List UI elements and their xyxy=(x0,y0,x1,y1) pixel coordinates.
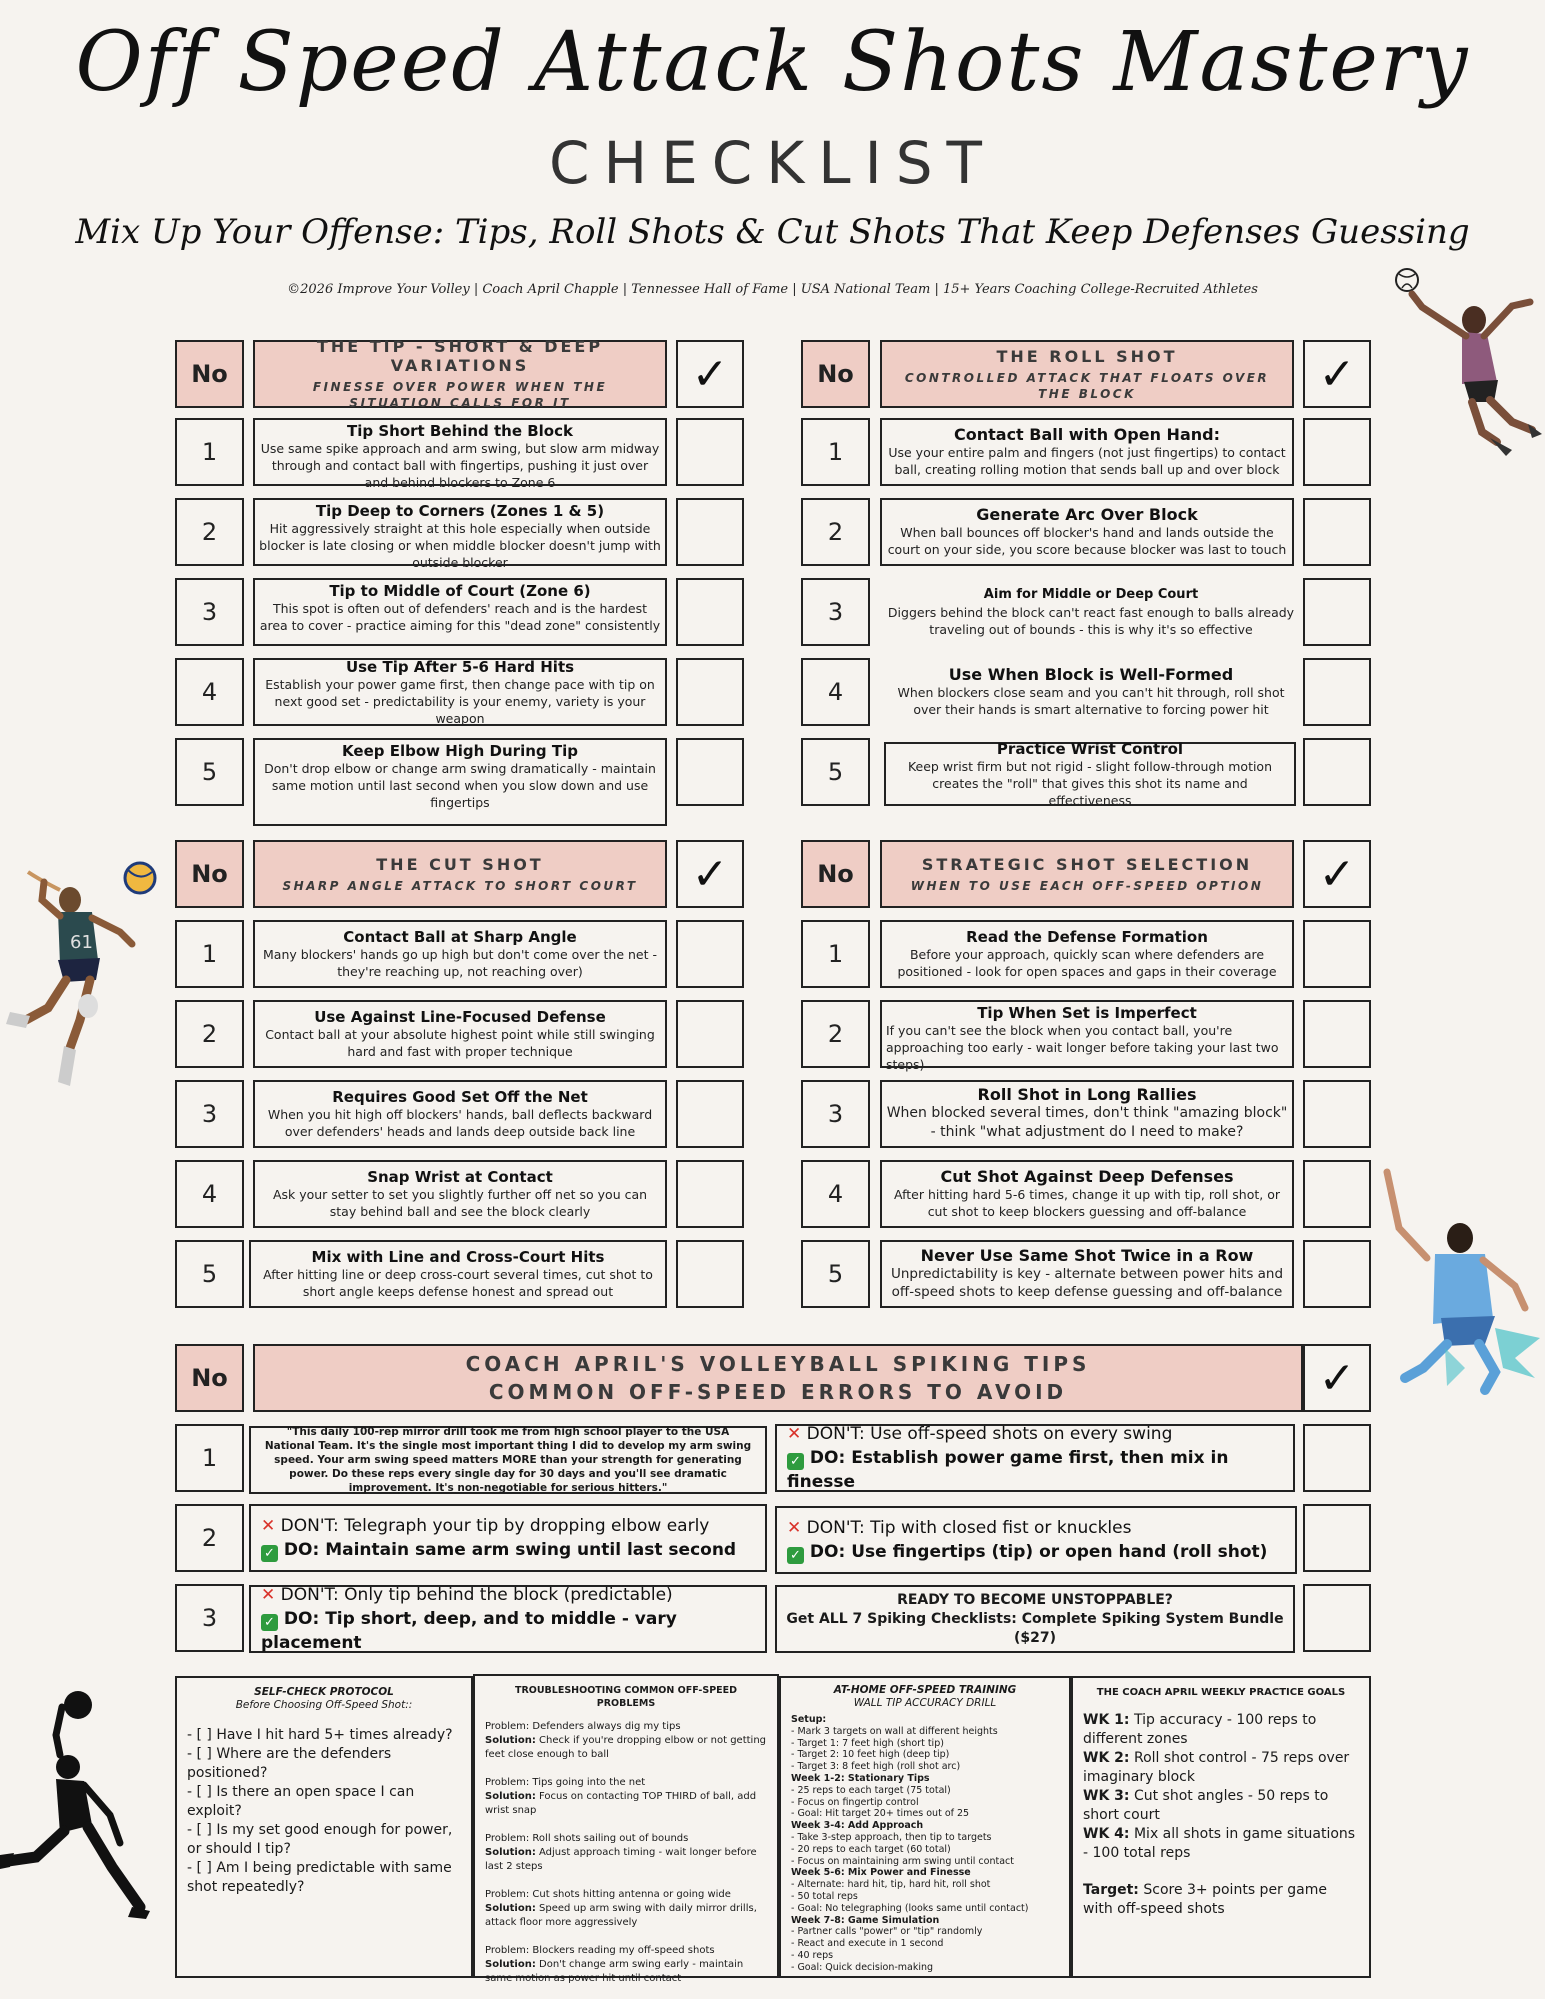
strategic-item-checkbox[interactable] xyxy=(1303,1160,1371,1228)
cut-section-subtitle: SHARP ANGLE ATTACK TO SHORT COURT xyxy=(282,878,638,893)
at-home-subtitle: WALL TIP ACCURACY DRILL xyxy=(853,1697,997,1709)
check-icon: ✓ xyxy=(261,1614,278,1631)
coach-quote: "This daily 100-rep mirror drill took me from high school player to the USA National Team. It's the single most important thing I did to develop my arm swing speed. Your arm swing speed matters MORE than your strength for generating power. Do these reps every single day for 30 days and you'll see dramatic improvement. It's non-negotiable for serious hitters." xyxy=(249,1426,767,1494)
strategic-item xyxy=(880,1000,1294,1072)
roll-item-number: 3 xyxy=(801,578,870,646)
coach-row-number: 3 xyxy=(175,1584,244,1652)
troubleshooting-item: Problem: Tips going into the net Solution: Focus on contacting TOP THIRD of ball, add wrist snap xyxy=(485,1777,757,1816)
troubleshooting-panel xyxy=(473,1674,779,1984)
roll-item-checkbox[interactable] xyxy=(1303,418,1371,486)
page-subtitle: Mix Up Your Offense: Tips, Roll Shots & Cut Shots That Keep Defenses Guessing xyxy=(75,212,1470,252)
page-title: Off Speed Attack Shots Mastery xyxy=(75,15,1470,110)
tip-item-title: Tip to Middle of Court (Zone 6) xyxy=(329,582,591,600)
tip-item-title: Tip Deep to Corners (Zones 1 & 5) xyxy=(315,502,605,520)
tip-item xyxy=(253,658,667,726)
roll-item xyxy=(880,576,1302,648)
strategic-section-subtitle: WHEN TO USE EACH OFF-SPEED OPTION xyxy=(910,878,1264,893)
cut-item-checkbox[interactable] xyxy=(676,920,744,988)
strategic-item-desc: Before your approach, quickly scan where defenders are positioned - look for open spaces and gaps in their coverage xyxy=(897,947,1277,979)
cut-item xyxy=(249,1240,667,1308)
strategic-item-number: 1 xyxy=(801,920,870,988)
tip-item-number: 5 xyxy=(175,738,244,806)
strategic-item-number: 2 xyxy=(801,1000,870,1068)
tip-item-number: 2 xyxy=(175,498,244,566)
cut-section-header xyxy=(253,840,667,908)
at-home-week-heading: Week 7-8: Game Simulation xyxy=(791,1914,940,1926)
roll-item-checkbox[interactable] xyxy=(1303,578,1371,646)
at-home-week-heading: Week 3-4: Add Approach xyxy=(791,1820,924,1832)
coach-row-checkbox[interactable] xyxy=(1303,1504,1371,1572)
cut-item-checkbox[interactable] xyxy=(676,1000,744,1068)
roll-item-desc: Use your entire palm and fingers (not just fingertips) to contact ball, creating rolling motion that sends ball up and over block xyxy=(888,445,1286,477)
troubleshooting-item: Problem: Blockers reading my off-speed shots Solution: Don't change arm swing early - maintain same motion as power hit until contact xyxy=(485,1945,744,1984)
check-icon: ✓ xyxy=(787,1453,804,1470)
cut-item-desc: After hitting line or deep cross-court several times, cut shot to short angle keeps defense honest and spread out xyxy=(263,1267,653,1299)
troubleshooting-item: Problem: Roll shots sailing out of bounds Solution: Adjust approach timing - wait longer before last 2 steps xyxy=(485,1833,757,1872)
x-icon: ✕ xyxy=(787,1518,802,1538)
at-home-step: - Alternate: hard hit, tip, hard hit, roll shot xyxy=(791,1879,991,1891)
tip-item-checkbox[interactable] xyxy=(676,418,744,486)
cut-item-number: 2 xyxy=(175,1000,244,1068)
cut-item-title: Snap Wrist at Contact xyxy=(367,1168,553,1186)
checklist-heading: CHECKLIST xyxy=(549,129,996,197)
cut-item-desc: Contact ball at your absolute highest point while still swinging hard and fast with proper technique xyxy=(265,1027,655,1059)
roll-item-desc: Keep wrist firm but not rigid - slight follow-through motion creates the "roll" that gives this shot its name and effectiveness xyxy=(907,758,1273,808)
at-home-training-panel xyxy=(779,1676,1071,1978)
self-check-subtitle: Before Choosing Off-Speed Shot:: xyxy=(235,1699,413,1711)
strategic-item xyxy=(880,1240,1294,1308)
strategic-item xyxy=(880,1160,1294,1228)
at-home-step: - Partner calls "power" or "tip" randomly xyxy=(791,1926,983,1938)
strategic-item-title: Roll Shot in Long Rallies xyxy=(977,1085,1197,1104)
at-home-lines xyxy=(791,1714,1059,1974)
cut-item xyxy=(253,1000,667,1068)
cut-item xyxy=(253,920,667,988)
cut-item xyxy=(253,1160,667,1228)
roll-section-title: THE ROLL SHOT xyxy=(996,346,1178,366)
check-icon: ✓ xyxy=(261,1545,278,1562)
cut-item-title: Contact Ball at Sharp Angle xyxy=(343,928,577,946)
strategic-item-desc: If you can't see the block when you contact ball, you're approaching too early - wait longer before taking your last two steps) xyxy=(886,1023,1279,1072)
at-home-step: - Target 2: 10 feet high (deep tip) xyxy=(791,1749,950,1761)
strategic-item-title: Cut Shot Against Deep Defenses xyxy=(940,1167,1234,1186)
roll-check-header: ✓ xyxy=(1303,340,1371,408)
tip-item xyxy=(253,578,667,646)
roll-section-header xyxy=(880,340,1294,408)
tip-item-desc: This spot is often out of defenders' reach and is the hardest area to cover - practice aiming for this "dead zone" consistently xyxy=(259,601,661,633)
cut-item-number: 1 xyxy=(175,920,244,988)
strategic-item-number: 3 xyxy=(801,1080,870,1148)
roll-no-header: No xyxy=(801,340,870,408)
bundle-promo[interactable] xyxy=(775,1585,1295,1653)
cut-item-checkbox[interactable] xyxy=(676,1240,744,1308)
self-check-item[interactable]: - [ ] Am I being predictable with same shot repeatedly? xyxy=(187,1860,452,1895)
coach-row-checkbox[interactable] xyxy=(1303,1424,1371,1492)
strategic-no-header: No xyxy=(801,840,870,908)
do-text: DO: Maintain same arm swing until last second xyxy=(283,1540,737,1560)
cut-item-number: 3 xyxy=(175,1080,244,1148)
roll-item-desc: Diggers behind the block can't react fast enough to balls already traveling out of bounds - this is why it's so effective xyxy=(887,605,1295,637)
self-check-panel xyxy=(175,1676,473,1978)
coach-row-number: 2 xyxy=(175,1504,244,1572)
do-text: DO: Use fingertips (tip) or open hand (roll shot) xyxy=(809,1542,1268,1562)
cut-item-number: 4 xyxy=(175,1160,244,1228)
roll-item-number: 2 xyxy=(801,498,870,566)
promo-offer: Get ALL 7 Spiking Checklists: Complete Spiking System Bundle ($27) xyxy=(786,1610,1284,1646)
cut-item-desc: Many blockers' hands go up high but don't come over the net - they're reaching up, not reaching over) xyxy=(263,947,657,979)
roll-item xyxy=(880,656,1302,728)
roll-item-checkbox[interactable] xyxy=(1303,738,1371,806)
check-icon: ✓ xyxy=(787,1547,804,1564)
strategic-item-number: 5 xyxy=(801,1240,870,1308)
weekly-goal-item: WK 4: Mix all shots in game situations - 100 total reps xyxy=(1083,1826,1356,1861)
cut-item-checkbox[interactable] xyxy=(676,1080,744,1148)
roll-item xyxy=(880,418,1294,486)
coach-error-tip xyxy=(775,1506,1297,1574)
coach-error-tip xyxy=(775,1424,1295,1492)
tip-item-number: 4 xyxy=(175,658,244,726)
at-home-step: - Goal: No telegraphing (looks same until contact) xyxy=(791,1902,1029,1914)
roll-item-title: Use When Block is Well-Formed xyxy=(948,665,1234,684)
roll-item-title: Aim for Middle or Deep Court xyxy=(983,587,1199,602)
tip-item xyxy=(253,418,667,490)
roll-section-subtitle: CONTROLLED ATTACK THAT FLOATS OVER THE BLOCK xyxy=(904,370,1270,401)
volleyball-player-left-illustration xyxy=(0,860,170,1090)
strategic-item xyxy=(880,1080,1294,1148)
weekly-goal-item: WK 1: Tip accuracy - 100 reps to different zones xyxy=(1083,1712,1317,1747)
strategic-item-checkbox[interactable] xyxy=(1303,1000,1371,1068)
cut-item-title: Requires Good Set Off the Net xyxy=(332,1088,588,1106)
strategic-item-title: Never Use Same Shot Twice in a Row xyxy=(920,1246,1254,1265)
roll-item-title: Contact Ball with Open Hand: xyxy=(954,425,1220,444)
at-home-week-heading: Week 1-2: Stationary Tips xyxy=(791,1772,930,1784)
cut-item-title: Use Against Line-Focused Defense xyxy=(314,1008,606,1026)
roll-item-number: 1 xyxy=(801,418,870,486)
tip-item-checkbox[interactable] xyxy=(676,738,744,806)
cut-no-header: No xyxy=(175,840,244,908)
roll-item xyxy=(880,498,1294,566)
strategic-section-header xyxy=(880,840,1294,908)
dont-text: DON'T: Tip with closed fist or knuckles xyxy=(806,1518,1132,1538)
coach-row-checkbox[interactable] xyxy=(1303,1584,1371,1652)
strategic-section-title: STRATEGIC SHOT SELECTION xyxy=(921,854,1253,874)
tip-section-title: THE TIP - SHORT & DEEP VARIATIONS xyxy=(316,337,604,375)
at-home-step: - Target 3: 8 feet high (roll shot arc) xyxy=(791,1761,961,1773)
at-home-step: - Goal: Hit target 20+ times out of 25 xyxy=(791,1808,970,1820)
tip-item-title: Tip Short Behind the Block xyxy=(347,422,573,440)
svg-text:61: 61 xyxy=(70,932,93,953)
x-icon: ✕ xyxy=(261,1585,276,1605)
tip-item xyxy=(253,738,667,826)
strategic-item-number: 4 xyxy=(801,1160,870,1228)
at-home-step: - Mark 3 targets on wall at different heights xyxy=(791,1725,998,1737)
coach-error-tip xyxy=(249,1585,767,1653)
weekly-goals-panel xyxy=(1071,1676,1371,1978)
cut-item-checkbox[interactable] xyxy=(676,1160,744,1228)
volleyball-player-top-right-illustration xyxy=(1362,262,1542,467)
dont-text: DON'T: Telegraph your tip by dropping elbow early xyxy=(280,1516,710,1536)
strategic-item-desc: Unpredictability is key - alternate between power hits and off-speed shots to keep defense guessing and off-balance xyxy=(890,1266,1284,1300)
volleyball-player-right-mid-illustration xyxy=(1375,1168,1545,1393)
volleyball-player-silhouette-illustration xyxy=(0,1685,150,1920)
tip-item xyxy=(253,498,667,570)
roll-item-checkbox[interactable] xyxy=(1303,658,1371,726)
dont-text: DON'T: Use off-speed shots on every swing xyxy=(806,1424,1173,1444)
roll-item-checkbox[interactable] xyxy=(1303,498,1371,566)
troubleshooting-title: TROUBLESHOOTING COMMON OFF-SPEED PROBLEMS xyxy=(514,1685,738,1709)
roll-item-desc: When ball bounces off blocker's hand and lands outside the court on your side, you score because blocker was last to touch xyxy=(887,525,1287,557)
coach-error-tip xyxy=(249,1504,767,1572)
strategic-item-checkbox[interactable] xyxy=(1303,920,1371,988)
coach-tips-header xyxy=(253,1344,1303,1412)
troubleshooting-item: Problem: Defenders always dig my tips Solution: Check if you're dropping elbow or not getting feet close enough to ball xyxy=(485,1721,766,1760)
promo-headline: READY TO BECOME UNSTOPPABLE? xyxy=(897,1591,1173,1608)
troubleshooting-item: Problem: Cut shots hitting antenna or going wide Solution: Speed up arm swing with daily mirror drills, attack floor more aggressively xyxy=(485,1889,757,1928)
at-home-step: - Goal: Quick decision-making xyxy=(791,1961,934,1973)
weekly-goal-item: WK 2: Roll shot control - 75 reps over imaginary block xyxy=(1083,1750,1350,1785)
coach-tips-subtitle: COMMON OFF-SPEED ERRORS TO AVOID xyxy=(488,1380,1068,1404)
strategic-item-checkbox[interactable] xyxy=(1303,1080,1371,1148)
at-home-title: AT-HOME OFF-SPEED TRAINING xyxy=(833,1684,1017,1696)
tip-item-number: 1 xyxy=(175,418,244,486)
coach-check-header: ✓ xyxy=(1303,1344,1371,1412)
dont-text: DON'T: Only tip behind the block (predictable) xyxy=(280,1585,673,1605)
credits-line: ©2026 Improve Your Volley | Coach April Chapple | Tennessee Hall of Fame | USA National Team | 15+ Years Coaching College-Recruited Athletes xyxy=(287,282,1258,297)
strategic-item-title: Tip When Set is Imperfect xyxy=(977,1004,1197,1022)
strategic-item-desc: After hitting hard 5-6 times, change it up with tip, roll shot, or cut shot to keep blockers guessing and off-balance xyxy=(893,1187,1281,1219)
strategic-item-checkbox[interactable] xyxy=(1303,1240,1371,1308)
cut-section-title: THE CUT SHOT xyxy=(376,854,544,874)
x-icon: ✕ xyxy=(261,1516,276,1536)
strategic-item xyxy=(880,920,1294,988)
roll-item-number: 5 xyxy=(801,738,870,806)
cut-check-header: ✓ xyxy=(676,840,744,908)
tip-check-header: ✓ xyxy=(676,340,744,408)
strategic-item-desc: When blocked several times, don't think "amazing block" - think "what adjustment do I need to make? xyxy=(886,1105,1288,1140)
tip-section-header xyxy=(253,337,667,410)
weekly-goal-item: WK 3: Cut shot angles - 50 reps to short court xyxy=(1083,1788,1329,1823)
coach-no-header: No xyxy=(175,1344,244,1412)
cut-item xyxy=(253,1080,667,1148)
tip-item-number: 3 xyxy=(175,578,244,646)
at-home-week-heading: Setup: xyxy=(791,1714,827,1725)
at-home-step: - Focus on maintaining arm swing until contact xyxy=(791,1855,1014,1867)
tip-item-desc: Don't drop elbow or change arm swing dramatically - maintain same motion until last second when you slow down and use fingertips xyxy=(264,761,656,810)
tip-section-subtitle: FINESSE OVER POWER WHEN THE SITUATION CALLS FOR IT xyxy=(312,380,608,410)
cut-item-title: Mix with Line and Cross-Court Hits xyxy=(311,1248,605,1266)
coach-row-number: 1 xyxy=(175,1424,244,1492)
tip-item-checkbox[interactable] xyxy=(676,578,744,646)
self-check-item[interactable]: - [ ] Have I hit hard 5+ times already? xyxy=(187,1727,453,1743)
tip-item-checkbox[interactable] xyxy=(676,498,744,566)
tip-item-title: Use Tip After 5-6 Hard Hits xyxy=(345,657,575,676)
tip-item-checkbox[interactable] xyxy=(676,658,744,726)
coach-tips-title: COACH APRIL'S VOLLEYBALL SPIKING TIPS xyxy=(465,1352,1091,1376)
tip-item-desc: Hit aggressively straight at this hole especially when outside blocker is late closing or when middle blocker doesn't jump with outside blocker xyxy=(259,521,661,570)
strategic-item-title: Read the Defense Formation xyxy=(966,928,1208,946)
roll-item-title: Generate Arc Over Block xyxy=(976,505,1198,524)
at-home-step: - React and execute in 1 second xyxy=(791,1938,944,1950)
cut-item-desc: When you hit high off blockers' hands, ball deflects backward over defenders' heads and lands deep outside back line xyxy=(267,1107,653,1139)
tip-no-header: No xyxy=(175,340,244,408)
at-home-step: - Focus on fingertip control xyxy=(791,1796,919,1808)
x-icon: ✕ xyxy=(787,1424,802,1444)
strategic-check-header: ✓ xyxy=(1303,840,1371,908)
self-check-title: SELF-CHECK PROTOCOL xyxy=(254,1686,394,1698)
self-check-item[interactable]: - [ ] Is my set good enough for power, or should I tip? xyxy=(187,1822,453,1857)
weekly-goals-title: THE COACH APRIL WEEKLY PRACTICE GOALS xyxy=(1096,1687,1346,1698)
at-home-step: - 25 reps to each target (75 total) xyxy=(791,1784,951,1796)
self-check-item[interactable]: - [ ] Where are the defenders positioned? xyxy=(187,1746,392,1781)
at-home-step: - 20 reps to each target (60 total) xyxy=(791,1843,951,1855)
self-check-item[interactable]: - [ ] Is there an open space I can exploit? xyxy=(187,1784,415,1819)
do-text: DO: Tip short, deep, and to middle - vary placement xyxy=(261,1609,677,1653)
at-home-step: - 50 total reps xyxy=(791,1890,858,1902)
tip-item-desc: Use same spike approach and arm swing, but slow arm midway through and contact ball with fingertips, pushing it just over and behind blockers to Zone 6 xyxy=(260,441,660,490)
roll-item xyxy=(884,739,1296,808)
at-home-step: - 40 reps xyxy=(791,1949,834,1961)
roll-item-desc: When blockers close seam and you can't hit through, roll shot over their hands is smart alternative to forcing power hit xyxy=(897,685,1285,717)
weekly-goal-target: Target: Score 3+ points per game with off-speed shots xyxy=(1083,1882,1327,1917)
do-text: DO: Establish power game first, then mix in finesse xyxy=(787,1448,1229,1492)
cut-item-number: 5 xyxy=(175,1240,244,1308)
tip-item-title: Keep Elbow High During Tip xyxy=(342,742,578,760)
tip-item-desc: Establish your power game first, then change pace with tip on next good set - predictability is your enemy, variety is your weapon xyxy=(265,676,655,726)
roll-item-number: 4 xyxy=(801,658,870,726)
cut-item-desc: Ask your setter to set you slightly further off net so you can stay behind ball and see the block clearly xyxy=(272,1187,648,1219)
at-home-step: - Target 1: 7 feet high (short tip) xyxy=(791,1737,944,1749)
at-home-week-heading: Week 5-6: Mix Power and Finesse xyxy=(791,1867,971,1879)
at-home-step: - Take 3-step approach, then tip to targets xyxy=(791,1831,992,1843)
roll-item-title: Practice Wrist Control xyxy=(996,739,1184,758)
